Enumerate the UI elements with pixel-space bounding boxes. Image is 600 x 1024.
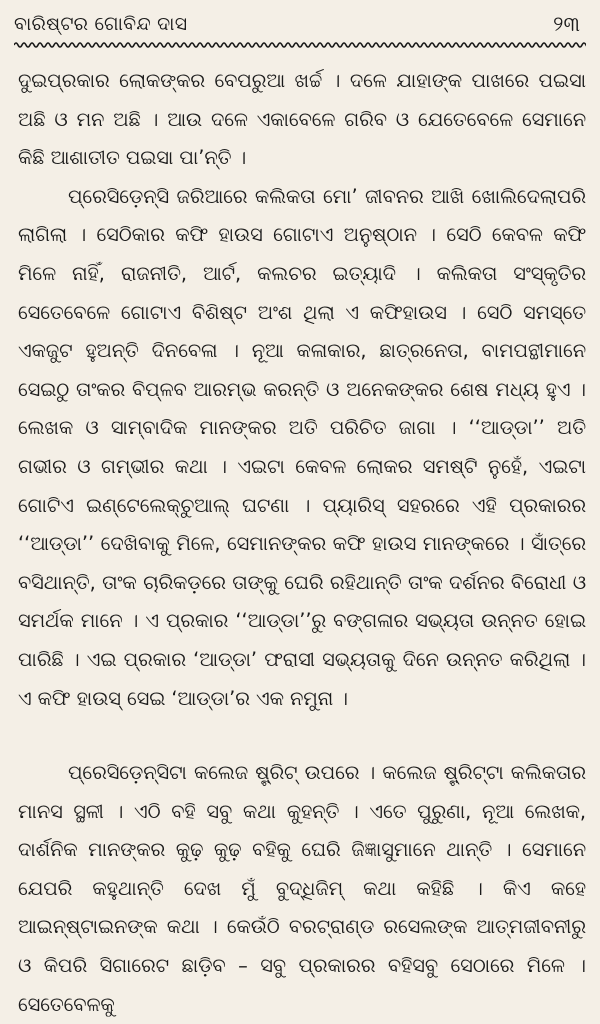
paragraph: ପ୍ରେସିଡ଼େନ୍ସିଟା କଲେଜ ଷ୍ଟ୍ରିଟ୍ ଉପରେ । କଲେଜ ଷ୍ଟ୍ରିଟ୍ଟା କଲିକତାର ମାନସ ସ୍ଥଳୀ । ଏଠି ବହି ସବୁ କଥା କୁହନ୍ତି । ଏତେ ପୁରୁଣା, ନୂଆ ଲେଖକ, ଦାର୍ଶନିକ ମାନଙ୍କର କୁଢ଼ କୁଢ଼ ବହିକୁ ଘେରି ଜିଜ୍ଞାସୁମାନେ ଥାନ୍ତି । ସେମାନେ ଯେପରି କହୁଥାନ୍ତି ଦେଖ ମୁଁ ବୁଦ୍ଧିଜିମ୍ କଥା କହିଛି । କିଏ କହେ ଆଇନ୍‌ଷ୍ଟାଇନଙ୍କ କଥା । କେଉଁଠି ବରଟ୍ରାଣ୍ଡ ରସେଲଙ୍କ ଆତ୍ମଜୀବନୀରୁ ଓ କିପରି ସିଗାରେଟ ଛାଡ଼ିବ – ସବୁ ପ୍ରକାରର ବହିସବୁ ସେଠାରେ ମିଳେ । ସେତେବେଳକୁ <box>18 761 586 1016</box>
running-title: ବାରିଷ୍ଟର ଗୋବିନ୍ଦ ଦାସ <box>14 13 188 35</box>
paragraph: ପ୍ରେସିଡ଼େନ୍ସି ଜରିଆରେ କଲିକତା ମୋ’ ଜୀବନର ଆଖି ଖୋଲିଦେଲାପରି ଲାଗିଲା । ସେଠିକାର କଫି ହାଉସ ଗୋଟାଏ ଅନୁଷ୍ଠାନ । ସେଠି କେବଳ କଫି ମିଳେ ନାହିଁ, ରାଜନୀତି, ଆର୍ଟ, କଲଚର ଇତ୍ୟାଦି । କଲିକତା ସଂସ୍କୃତିର ସେତେବେଳେ ଗୋଟାଏ ବିଶିଷ୍ଟ ଅଂଶ ଥିଲା ଏ କଫିହାଉସ । ସେଠି ସମସ୍ତେ ଏକଜୁଟ ହୁଅନ୍ତି ଦିନବେଳା । ନୂଆ କଳାକାର, ଛାତ୍ରନେତା, ବାମପନ୍ଥୀମାନେ ସେଇଠୁ ତାଂକର ବିପ୍ଳବ ଆରମ୍ଭ କରନ୍ତି ଓ ଅନେକଙ୍କର ଶେଷ ମଧ୍ୟ ହୁଏ । ଲେଖକ ଓ ସାମ୍ବାଦିକ ମାନଙ୍କର ଅତି ପରିଚିତ ଜାଗା । ‘‘ଆଡ୍ଡା’’ ଅତି ଗଭୀର ଓ ଗମ୍ଭୀର କଥା । ଏଇଟା କେବଳ ଲୋକର ସମଷ୍ଟି ନୁହେଁ, ଏଇଟା ଗୋଟିଏ ଇଣ୍ଟେଲେକ୍ଚୁଆଲ୍ ଘଟଣା । ପ୍ୟାରିସ୍ ସହରରେ ଏହି ପ୍ରକାରର ‘‘ଆଡ୍ଡା’’ ଦେଖିବାକୁ ମିଳେ, ସେମାନଙ୍କର କଫି ହାଉସ ମାନଙ୍କରେ । ସାଁତ୍ରେ ବସିଥାନ୍ତି, ତାଂକ ଚାରିକଡ଼ରେ ତାଙ୍କୁ ଘେରି ରହିଥାନ୍ତି ତାଂକ ଦର୍ଶନର ବିରୋଧୀ ଓ ସମର୍ଥକ ମାନେ । ଏ ପ୍ରକାର ‘‘ଆଡ୍ଡା’’ରୁ ବଙ୍ଗଳାର ସଭ୍ୟତା ଉନ୍ନତ ହୋଇ ପାରିଛି । ଏଇ ପ୍ରକାର ‘ଆଡ୍ଡା’ ଫରାସୀ ସଭ୍ୟତାକୁ ଦିନେ ଉନ୍ନତ କରିଥିଲା । ଏ କଫି ହାଉସ୍ ସେଇ ‘ଆଡ୍ଡା’ର ଏକ ନମୁନା । <box>18 184 586 710</box>
page-number: ୨୩ <box>553 12 580 36</box>
wavy-header-rule <box>14 40 586 50</box>
body-text <box>18 62 586 1024</box>
paragraph: ଦୁଇପ୍ରକାର ଲୋକଙ୍କର ବେପରୁଆ ଖର୍ଚ୍ଚ । ଦଳେ ଯାହାଙ୍କ ପାଖରେ ପଇସା ଅଛି ଓ ମନ ଅଛି । ଆଉ ଦଳେ ଏକାବେଳେ ଗରିବ ଓ ଯେତେବେଳେ ସେମାନେ କିଛି ଆଶାତୀତ ପଇସା ପା’ନ୍ତି । <box>18 69 586 170</box>
